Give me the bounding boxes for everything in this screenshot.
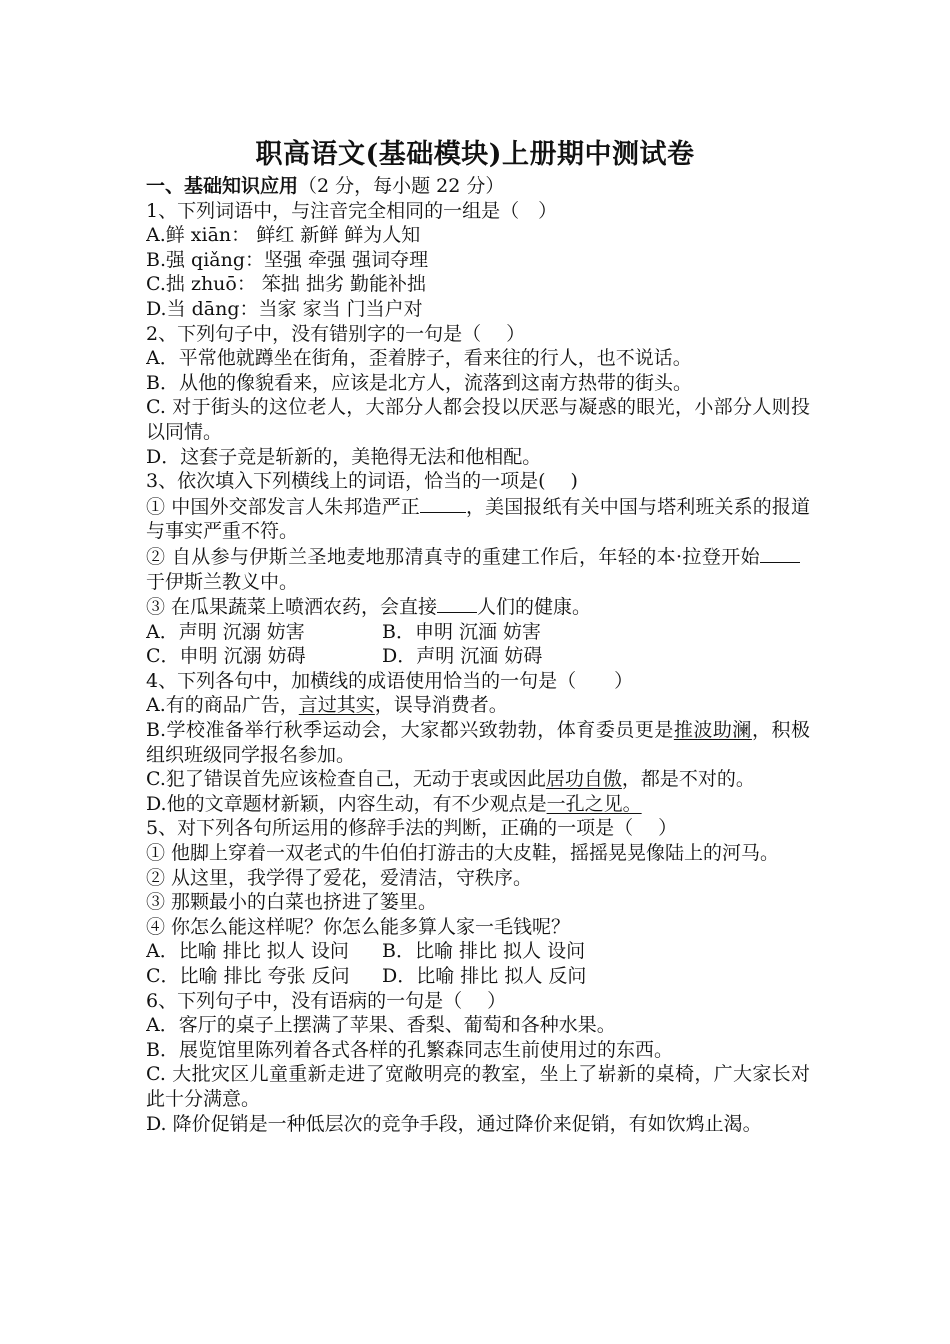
- question-3-sentence-2-text-end: 于伊斯兰教义中。: [146, 570, 299, 593]
- question-5-options-row-2: [146, 964, 810, 989]
- question-5-options-row-1: [146, 939, 810, 964]
- question-5-option-c: C．比喻 排比 夸张 反问: [146, 965, 350, 987]
- question-3-sentence-1: [146, 494, 810, 544]
- question-3-sentence-3-text-end: 人们的健康。: [477, 596, 592, 619]
- question-5-sentence-1: ① 他脚上穿着一双老式的牛伯伯打游击的大皮鞋，摇摇晃晃像陆上的河马。: [146, 842, 780, 865]
- page-title: 职高语文(基础模块)上册期中测试卷: [255, 139, 695, 170]
- question-3-sentence-1-text: ① 中国外交部发言人朱邦造严正: [146, 495, 420, 518]
- question-3-option-d: D．声明 沉湎 妨碍: [382, 645, 543, 668]
- question-4-option-b-text-end: ，积极组织班级同学报名参加。: [146, 719, 810, 766]
- section-title: 一、基础知识应用: [146, 175, 299, 197]
- question-5-sentence-2: ② 从这里，我学得了爱花，爱清洁，守秩序。: [146, 866, 533, 889]
- exam-body: [146, 174, 810, 1136]
- question-4-option-a: [146, 693, 810, 718]
- question-6-option-b: B．展览馆里陈列着各式各样的孔繁森同志生前使用过的东西。: [146, 1038, 673, 1061]
- question-3-option-c: C．申明 沉溺 妨碍: [146, 645, 306, 668]
- question-6-option-c: C. 大批灾区儿童重新走进了宽敞明亮的教室，坐上了崭新的桌椅，广大家长对此十分满意。: [146, 1063, 810, 1110]
- question-4-option-a-text-end: ，误导消费者。: [374, 694, 508, 717]
- question-1-stem: 1、下列词语中，与注音完全相同的一组是（ ）: [146, 199, 558, 222]
- question-4-option-d: [146, 792, 810, 817]
- fill-blank: [437, 594, 477, 613]
- question-3-stem: 3、依次填入下列横线上的词语，恰当的一项是( ): [146, 470, 578, 493]
- question-3-option-a: A．声明 沉溺 妨害: [146, 620, 305, 643]
- question-4-option-c-text: C.犯了错误首先应该检查自己，无动于衷或因此: [146, 768, 546, 791]
- question-5-sentence-3: ③ 那颗最小的白菜也挤进了篓里。: [146, 891, 438, 914]
- question-5-stem: 5、对下列各句所运用的修辞手法的判断，正确的一项是（ ）: [146, 817, 678, 840]
- question-6-stem: 6、下列句子中，没有语病的一句是（ ）: [146, 989, 507, 1012]
- question-1-option-a: A.鲜 xiān： 鲜红 新鲜 鲜为人知: [146, 224, 421, 247]
- question-3-options-row-2: [146, 644, 810, 669]
- underlined-idiom: 言过其实: [298, 694, 375, 717]
- underlined-idiom: 居功自傲: [545, 768, 622, 791]
- question-4-stem: 4、下列各句中，加横线的成语使用恰当的一句是（ ）: [146, 669, 634, 692]
- fill-blank: [760, 544, 800, 563]
- section-score-note: （2 分，每小题 22 分）: [298, 175, 505, 197]
- question-3-sentence-1-text-end: ，美国报纸有关中国与塔利班关系的报道与事实严重不符。: [146, 495, 810, 543]
- question-3-option-b: B．申明 沉湎 妨害: [382, 620, 542, 643]
- question-2-option-a: A．平常他就蹲坐在街角，歪着脖子，看来往的行人，也不说话。: [146, 347, 692, 370]
- question-4-option-a-text: A.有的商品广告，: [146, 694, 299, 717]
- question-1-option-c: C.拙 zhuō： 笨拙 拙劣 勤能补拙: [146, 273, 426, 296]
- question-1-option-d: D.当 dāng：当家 家当 门当户对: [146, 297, 423, 320]
- question-2-option-b: B．从他的像貌看来，应该是北方人，流落到这南方热带的街头。: [146, 371, 692, 394]
- fill-blank: [420, 494, 466, 513]
- question-4-option-c: [146, 767, 810, 792]
- question-4-option-b-text: B.学校准备举行秋季运动会，大家都兴致勃勃，体育委员更是: [146, 719, 674, 742]
- question-6-option-a: A．客厅的桌子上摆满了苹果、香梨、葡萄和各种水果。: [146, 1014, 616, 1037]
- question-5-option-b: B．比喻 排比 拟人 设问: [382, 940, 586, 963]
- question-6-option-d: D. 降价促销是一种低层次的竞争手段，通过降价来促销，有如饮鸩止渴。: [146, 1112, 762, 1135]
- question-3-options-row-1: [146, 620, 810, 645]
- question-4-option-c-text-end: ，都是不对的。: [621, 768, 755, 791]
- question-2-option-c: C. 对于街头的这位老人，大部分人都会投以厌恶与凝惑的眼光，小部分人则投以同情。: [146, 396, 810, 443]
- question-4-option-b: [146, 718, 810, 767]
- question-5-option-d: D．比喻 排比 拟人 反问: [382, 965, 587, 987]
- question-5-option-a: A．比喻 排比 拟人 设问: [146, 940, 349, 963]
- question-1-option-b: B.强 qiǎng：坚强 牵强 强词夺理: [146, 248, 429, 271]
- question-3-sentence-3: [146, 594, 810, 620]
- question-3-sentence-3-text: ③ 在瓜果蔬菜上喷洒农药，会直接: [146, 596, 438, 619]
- question-5-sentence-4: ④ 你怎么能这样呢？你怎么能多算人家一毛钱呢？: [146, 915, 571, 938]
- underlined-idiom: 一孔之见。: [546, 792, 642, 815]
- question-4-option-d-text: D.他的文章题材新颖，内容生动，有不少观点是: [146, 792, 547, 815]
- question-2-option-d: D．这套子竞是斩新的，美艳得无法和他相配。: [146, 445, 542, 468]
- underlined-idiom: 推波助澜: [673, 719, 752, 742]
- question-2-stem: 2、下列句子中，没有错别字的一句是（ ）: [146, 322, 526, 345]
- question-3-sentence-2-text: ② 自从参与伊斯兰圣地麦地那清真寺的重建工作后，年轻的本·拉登开始: [146, 545, 760, 568]
- question-3-sentence-2: [146, 544, 810, 594]
- section-heading: [146, 174, 810, 199]
